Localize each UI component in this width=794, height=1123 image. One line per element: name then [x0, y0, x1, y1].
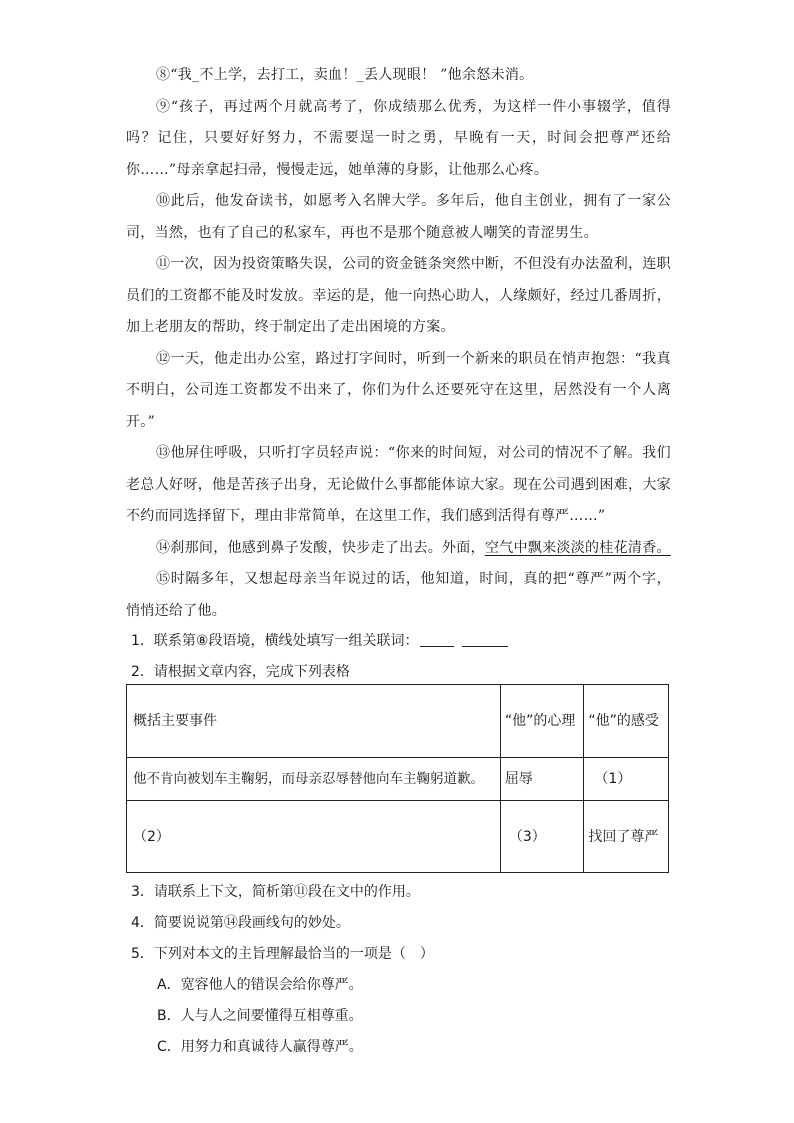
paragraph-9: ⑨“孩子，再过两个月就高考了，你成绩那么优秀，为这样一件小事辍学，值得吗？记住，只要好好努力，不需要逞一时之勇，早晚有一天，时间会把尊严还给你……”母亲拿起扫帚，慢慢走远，她单薄的身影，让他那么心疼。 [126, 98, 671, 178]
question-5: 5．下列对本文的主旨理解最恰当的一项是（ ） [131, 946, 434, 962]
table-row [127, 758, 669, 801]
table-header-row [127, 685, 669, 758]
answer-blank-1[interactable] [420, 630, 454, 647]
question-1-text: 1．联系第⑧段语境，横线处填写一组关联词： [131, 633, 419, 649]
questions-top [131, 626, 671, 688]
question-1 [131, 626, 671, 657]
question-3: 3．请联系上下文，简析第⑪段在文中的作用。 [131, 884, 420, 900]
table-header-cell: 概括主要事件 [127, 685, 501, 758]
paragraph-8: ⑧“我_不上学，去打工，卖血！_丢人现眼！ ”他余怒未消。 [156, 67, 534, 83]
paragraph-14 [126, 533, 671, 565]
answer-blank-2[interactable] [462, 630, 508, 647]
table-cell[interactable]: （1） [584, 758, 669, 801]
paragraph-12: ⑫一天，他走出办公室，路过打字间时，听到一个新来的职员在悄声抱怨：“我真不明白，公司连工资都发不出来了，你们为什么还要死守在这里，居然没有一个人离开。” [126, 350, 671, 430]
table-cell[interactable]: （2） [127, 801, 501, 873]
underlined-sentence: 空气中飘来淡淡的桂花清香。 [484, 539, 671, 556]
table-header-cell: “他”的心理 [500, 685, 584, 758]
table-cell: 找回了尊严 [584, 801, 669, 873]
question-2: 2．请根据文章内容，完成下列表格 [131, 664, 350, 680]
table-header-cell: “他”的感受 [584, 685, 669, 758]
question-4: 4．简要说说第⑭段画线句的妙处。 [131, 915, 350, 931]
table-cell: 屈辱 [500, 758, 584, 801]
story-text [126, 60, 671, 627]
table-cell: 他不肯向被划车主鞠躬，而母亲忍辱替他向车主鞠躬道歉。 [127, 758, 501, 801]
paragraph-13: ⑬他屏住呼吸，只听打字员轻声说：“你来的时间短，对公司的情况不了解。我们老总人好呀，他是苦孩子出身，无论做什么事都能体谅大家。现在公司遇到困难，大家不约而同选择留下，理由非常简单，在这里工作，我们感到活得有尊严……” [126, 445, 671, 524]
table-cell[interactable]: （3） [500, 801, 584, 873]
paragraph-15: ⑮时隔多年，又想起母亲当年说过的话，他知道，时间，真的把“尊严”两个字，悄悄还给了他。 [126, 571, 671, 619]
answer-table [126, 684, 669, 873]
paragraph-11: ⑪一次，因为投资策略失误，公司的资金链条突然中断，不但没有办法盈利，连职员们的工资都不能及时发放。幸运的是，他一向热心助人，人缘颇好，经过几番周折，加上老朋友的帮助，终于制定出了走出困境的方案。 [126, 256, 671, 335]
option-c[interactable]: C．用努力和真诚待人赢得尊严。 [157, 1039, 363, 1055]
table-row [127, 801, 669, 873]
option-b[interactable]: B．人与人之间要懂得互相尊重。 [157, 1008, 363, 1024]
option-a[interactable]: A．宽容他人的错误会给你尊严。 [157, 977, 363, 993]
paragraph-10: ⑩此后，他发奋读书，如愿考入名牌大学。多年后，他自主创业，拥有了一家公司，当然，也有了自己的私家车，再也不是那个随意被人嘲笑的青涩男生。 [126, 193, 671, 241]
paragraph-14-text: ⑭刹那间，他感到鼻子发酸，快步走了出去。外面， [156, 539, 485, 556]
questions-bottom [131, 877, 671, 1063]
